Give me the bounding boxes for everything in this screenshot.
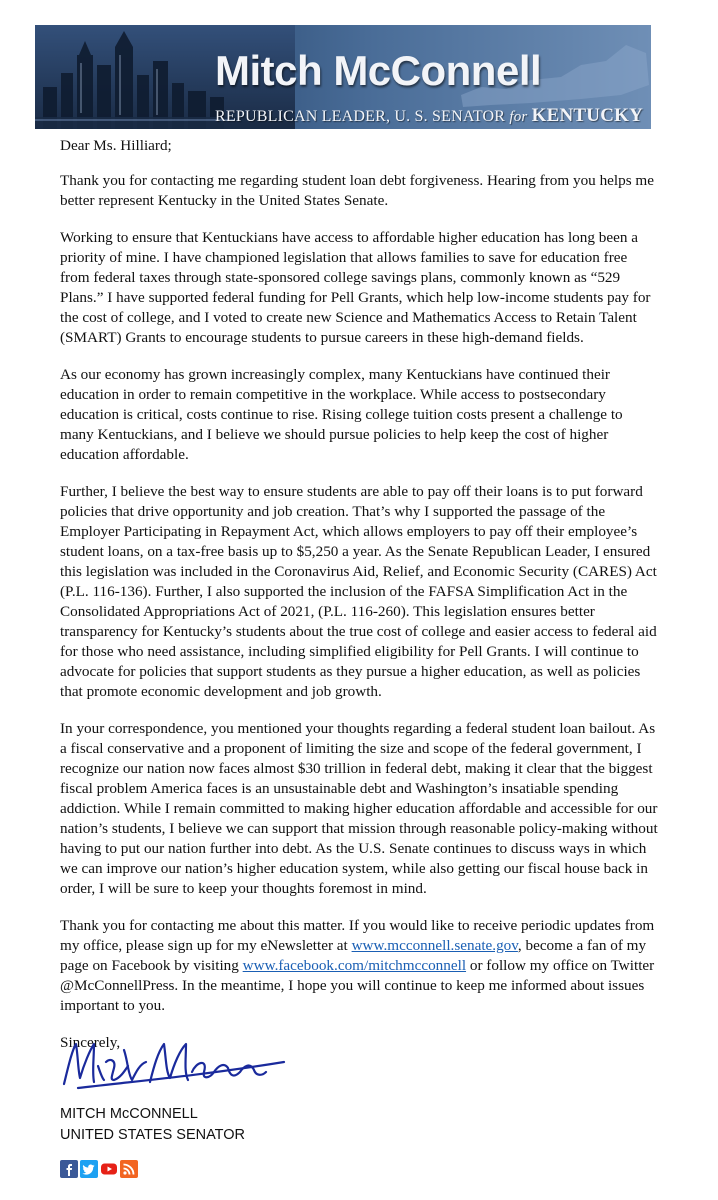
- rss-icon[interactable]: [120, 1160, 138, 1178]
- header-title-state: KENTUCKY: [531, 105, 644, 126]
- social-icons: [60, 1160, 138, 1178]
- header-title-prefix: REPUBLICAN LEADER, U. S. SENATOR: [215, 108, 510, 125]
- letter-body: [60, 136, 660, 1070]
- facebook-icon[interactable]: [60, 1160, 78, 1178]
- header-title-for: for: [509, 109, 528, 125]
- letterhead-banner: [35, 25, 651, 129]
- facebook-link[interactable]: www.facebook.com/mitchmcconnell: [242, 957, 467, 974]
- closing-text-1: Thank you for contacting me about this matter. If you would like to receive periodic updates from my office, please sign up for my eNewsletter at: [60, 917, 655, 954]
- paragraph-intro: Thank you for contacting me regarding student loan debt forgiveness. Hearing from you helps me better represent Kentucky in the United States Senate.: [60, 172, 654, 209]
- sender-name: MITCH McCONNELL: [60, 1106, 198, 1122]
- header-name: Mitch McConnell: [215, 47, 542, 94]
- paragraph-closing: [60, 916, 660, 1016]
- sender-title: UNITED STATES SENATOR: [60, 1127, 246, 1143]
- signature-block: [60, 1104, 245, 1146]
- paragraph-policies: Further, I believe the best way to ensure students are able to pay off their loans is to put forward policies that drive opportunity and job creation. That’s why I supported the passage of the Employer Participating in Repayment Act, which allows employers to pay off their employee’s student loans, on a tax-free basis up to $5,250 a year. As the Senate Republican Leader, I ensured this legislation was included in the Coronavirus Aid, Relief, and Economic Security (CARES) Act (P.L. 116-136). Further, I also supported the inclusion of the FAFSA Simplification Act in the Consolidated Appropriations Act of 2021, (P.L. 116-260). This legislation ensures better transparency for Kentucky’s students about the true cost of college and easier access to federal aid for those who need assistance, including simplified eligibility for Pell Grants. I will continue to advocate for policies that support students as they pursue a higher education, as well as policies that promote economic development and job growth.: [60, 483, 657, 700]
- signoff: Sincerely,: [60, 1034, 121, 1051]
- newsletter-link[interactable]: www.mcconnell.senate.gov: [351, 937, 518, 954]
- paragraph-affordability: Working to ensure that Kentuckians have access to affordable higher education has long been a priority of mine. I have championed legislation that allows families to save for education free from federal taxes through state-sponsored college savings plans, commonly known as “529 Plans.” I have supported federal funding for Pell Grants, which help low-income students pay for the cost of college, and I voted to create new Science and Mathematics Access to Retain Talent (SMART) Grants to encourage students to pursue careers in these high-demand fields.: [60, 229, 651, 346]
- closing-text-3: or follow my office on Twitter @McConnellPress. In the meantime, I hope you will continue to keep me informed about issues important to you.: [60, 957, 655, 1014]
- handwritten-signature: [58, 1032, 288, 1094]
- greeting: Dear Ms. Hilliard;: [60, 137, 172, 154]
- paragraph-economy: As our economy has grown increasingly complex, many Kentuckians have continued their education in order to remain competitive in the workplace. While access to postsecondary education is critical, costs continue to rise. Rising college tuition costs present a challenge to many Kentuckians, and I believe we should pursue policies to help keep the cost of higher education affordable.: [60, 366, 623, 463]
- twitter-icon[interactable]: [80, 1160, 98, 1178]
- closing-text-2: , become a fan of my page on Facebook by visiting: [60, 937, 647, 974]
- paragraph-bailout: In your correspondence, you mentioned your thoughts regarding a federal student loan bailout. As a fiscal conservative and a proponent of limiting the size and scope of the federal government, I recognize our nation now faces almost $30 trillion in federal debt, making it clear that the biggest fiscal problem America faces is an unsustainable debt and Washington’s insatiable spending addiction. While I remain committed to making higher education affordable and accessible for our nation’s students, I believe we can support that mission through reasonable policy-making without having to put our nation further into debt. As the U.S. Senate continues to discuss ways in which we can improve our nation’s higher education system, while also getting our fiscal house back in order, I will be sure to keep your thoughts foremost in mind.: [60, 720, 658, 897]
- header-subtitle: [215, 105, 643, 127]
- youtube-icon[interactable]: [100, 1160, 118, 1178]
